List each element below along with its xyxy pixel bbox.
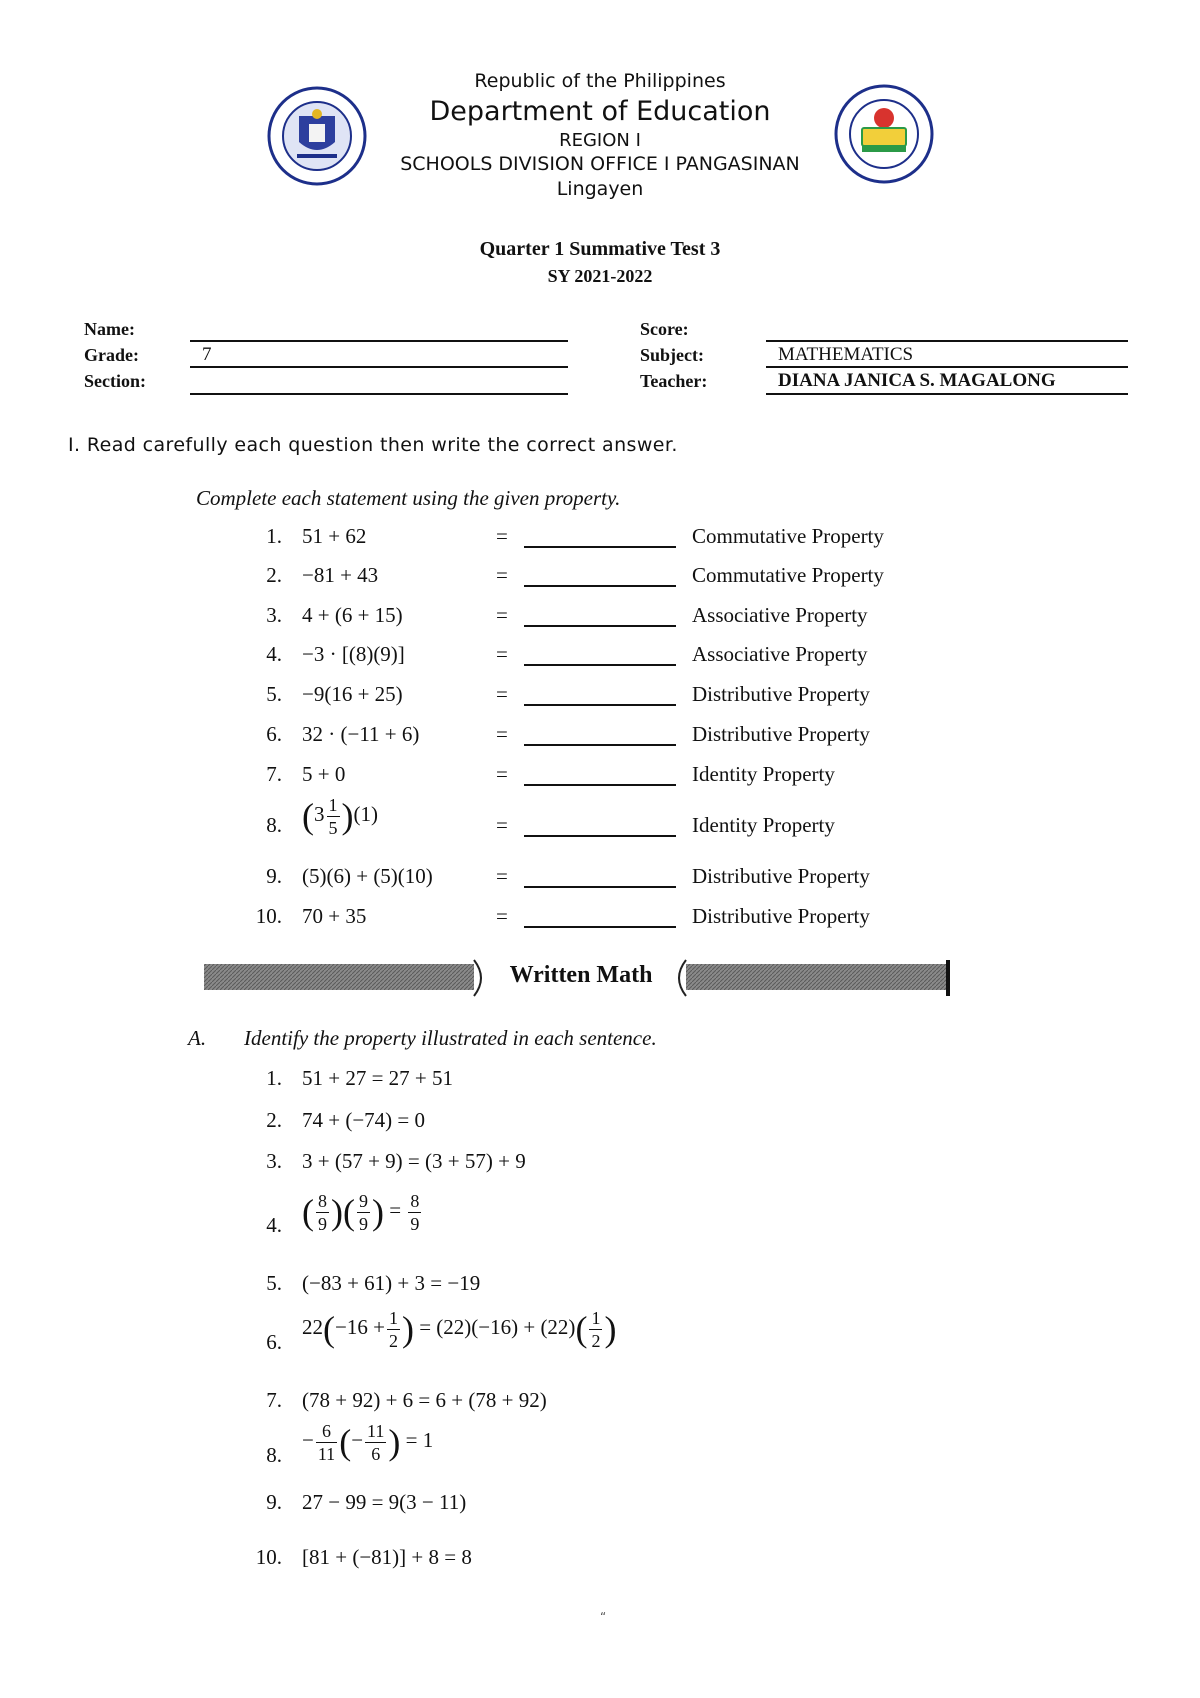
city-text: Lingayen xyxy=(556,178,644,200)
answer-blank[interactable] xyxy=(524,926,676,928)
equals-sign: = xyxy=(496,682,508,706)
score-label: Score: xyxy=(640,319,689,339)
item-number: 4. xyxy=(266,1213,282,1237)
item-number: 8. xyxy=(266,813,282,837)
item-number: 4. xyxy=(266,642,282,666)
republic-text: Republic of the Philippines xyxy=(474,70,726,92)
item-expression: −81 + 43 xyxy=(302,563,379,587)
fraction: $\frac{9}{9}$ xyxy=(359,1190,368,1234)
list-item xyxy=(0,682,1200,716)
list-item xyxy=(0,762,1200,796)
answer-blank[interactable] xyxy=(524,625,676,627)
equals-sign: = xyxy=(496,642,508,666)
section-field[interactable] xyxy=(190,393,568,395)
item-number: 9. xyxy=(266,1490,282,1514)
item-expression: 5 + 0 xyxy=(302,762,346,786)
list-item xyxy=(0,524,1200,558)
equals-sign: = xyxy=(496,603,508,627)
item-expression: 70 + 35 xyxy=(302,904,367,928)
list-item xyxy=(0,563,1200,597)
list-item xyxy=(0,794,1200,847)
item-number: 2. xyxy=(266,563,282,587)
item-number: 7. xyxy=(266,762,282,786)
item-expression: 22(−16 + $\frac{1}{2}$ ) = (22)(−16) + (22)( $\frac{1}{2}$ ) xyxy=(302,1307,617,1351)
division-text: SCHOOLS DIVISION OFFICE I PANGASINAN xyxy=(400,153,800,175)
teacher-value: DIANA JANICA S. MAGALONG xyxy=(778,370,1056,391)
item-number: 6. xyxy=(266,1330,282,1354)
fraction: $\frac{1}{5}$ xyxy=(328,794,338,838)
score-field[interactable] xyxy=(766,340,1128,342)
item-property: Associative Property xyxy=(692,642,868,666)
list-item xyxy=(0,904,1200,938)
answer-blank[interactable] xyxy=(524,664,676,666)
fraction: $\frac{1}{2}$ xyxy=(388,1307,398,1351)
list-item xyxy=(0,864,1200,898)
item-expression: 74 + (−74) = 0 xyxy=(302,1108,426,1132)
equals-sign: = xyxy=(496,813,508,837)
item-expression: (78 + 92) + 6 = 6 + (78 + 92) xyxy=(302,1388,547,1412)
item-number: 3. xyxy=(266,603,282,627)
equals-sign: = xyxy=(496,563,508,587)
item-number: 8. xyxy=(266,1443,282,1467)
item-expression: −9(16 + 25) xyxy=(302,682,403,706)
fraction: $\frac{8}{9}$ xyxy=(318,1190,327,1234)
parta-heading: Identify the property illustrated in each sentence. xyxy=(244,1026,657,1050)
item-expression: 4 + (6 + 15) xyxy=(302,603,403,627)
fraction: $\frac{6}{11}$ xyxy=(317,1420,336,1464)
answer-blank[interactable] xyxy=(524,704,676,706)
item-number: 5. xyxy=(266,1271,282,1295)
item-expression: 51 + 62 xyxy=(302,524,367,548)
name-field[interactable] xyxy=(190,340,568,342)
item-property: Commutative Property xyxy=(692,524,884,548)
equals-sign: = xyxy=(496,722,508,746)
answer-blank[interactable] xyxy=(524,585,676,587)
item-expression: 51 + 27 = 27 + 51 xyxy=(302,1066,454,1090)
grade-field[interactable] xyxy=(190,366,568,368)
grade-label: Grade: xyxy=(84,345,139,365)
fraction: $\frac{1}{2}$ xyxy=(591,1307,601,1351)
item-property: Distributive Property xyxy=(692,722,870,746)
item-expression: (5)(6) + (5)(10) xyxy=(302,864,433,888)
grade-value: 7 xyxy=(202,344,212,365)
equals-sign: = xyxy=(496,762,508,786)
item-expression: 3 + (57 + 9) = (3 + 57) + 9 xyxy=(302,1149,526,1173)
item-number: 1. xyxy=(266,524,282,548)
item-number: 1. xyxy=(266,1066,282,1090)
item-property: Identity Property xyxy=(692,813,835,837)
item-expression: (−83 + 61) + 3 = −19 xyxy=(302,1271,481,1295)
name-label: Name: xyxy=(84,319,135,339)
list-item xyxy=(0,722,1200,756)
item-number: 3. xyxy=(266,1149,282,1173)
item-number: 5. xyxy=(266,682,282,706)
fraction: $\frac{11}{6}$ xyxy=(367,1420,385,1464)
item-property: Distributive Property xyxy=(692,682,870,706)
equals-sign: = xyxy=(496,904,508,928)
parta-letter: A. xyxy=(188,1026,207,1050)
subject-field[interactable] xyxy=(766,366,1128,368)
item-number: 2. xyxy=(266,1108,282,1132)
teacher-field[interactable] xyxy=(766,393,1128,395)
school-year: SY 2021-2022 xyxy=(547,266,653,286)
item-property: Identity Property xyxy=(692,762,835,786)
fraction: $\frac{8}{9}$ xyxy=(410,1190,420,1234)
answer-blank[interactable] xyxy=(524,546,676,548)
region-text: REGION I xyxy=(559,130,641,151)
answer-blank[interactable] xyxy=(524,835,676,837)
department-text: Department of Education xyxy=(429,96,771,127)
footer-mark: “ xyxy=(600,1610,607,1624)
equals-sign: = xyxy=(496,864,508,888)
list-item xyxy=(0,603,1200,637)
item-expression: 32 · (−11 + 6) xyxy=(302,722,420,746)
answer-blank[interactable] xyxy=(524,744,676,746)
section-label: Section: xyxy=(84,371,146,391)
instruction-text: I. Read carefully each question then write the correct answer. xyxy=(68,434,678,456)
item-expression: (3 $\frac{1}{5}$ )(1) xyxy=(302,794,378,838)
equals-sign: = xyxy=(496,524,508,548)
teacher-label: Teacher: xyxy=(640,371,708,391)
item-number: 7. xyxy=(266,1388,282,1412)
list-item xyxy=(0,642,1200,676)
item-property: Distributive Property xyxy=(692,904,870,928)
banner-title: Written Math xyxy=(509,962,653,988)
test-title: Quarter 1 Summative Test 3 xyxy=(479,238,721,260)
item-number: 10. xyxy=(255,1545,282,1569)
item-expression: ( $\frac{8}{9}$ )( $\frac{9}{9}$ ) = $\frac{8}{9}$ xyxy=(302,1190,420,1234)
item-number: 9. xyxy=(266,864,282,888)
subject-label: Subject: xyxy=(640,345,704,365)
item-property: Commutative Property xyxy=(692,563,884,587)
answer-blank[interactable] xyxy=(524,886,676,888)
item-expression: [81 + (−81)] + 8 = 8 xyxy=(302,1545,472,1569)
part1-heading: Complete each statement using the given property. xyxy=(196,486,621,510)
item-expression: − $\frac{6}{11}$ (− $\frac{11}{6}$ ) = 1 xyxy=(302,1420,434,1464)
item-number: 6. xyxy=(266,722,282,746)
item-property: Distributive Property xyxy=(692,864,870,888)
item-expression: 27 − 99 = 9(3 − 11) xyxy=(302,1490,467,1514)
item-property: Associative Property xyxy=(692,603,868,627)
item-number: 10. xyxy=(255,904,282,928)
answer-blank[interactable] xyxy=(524,784,676,786)
item-expression: −3 · [(8)(9)] xyxy=(302,642,405,666)
subject-value: MATHEMATICS xyxy=(778,344,914,365)
